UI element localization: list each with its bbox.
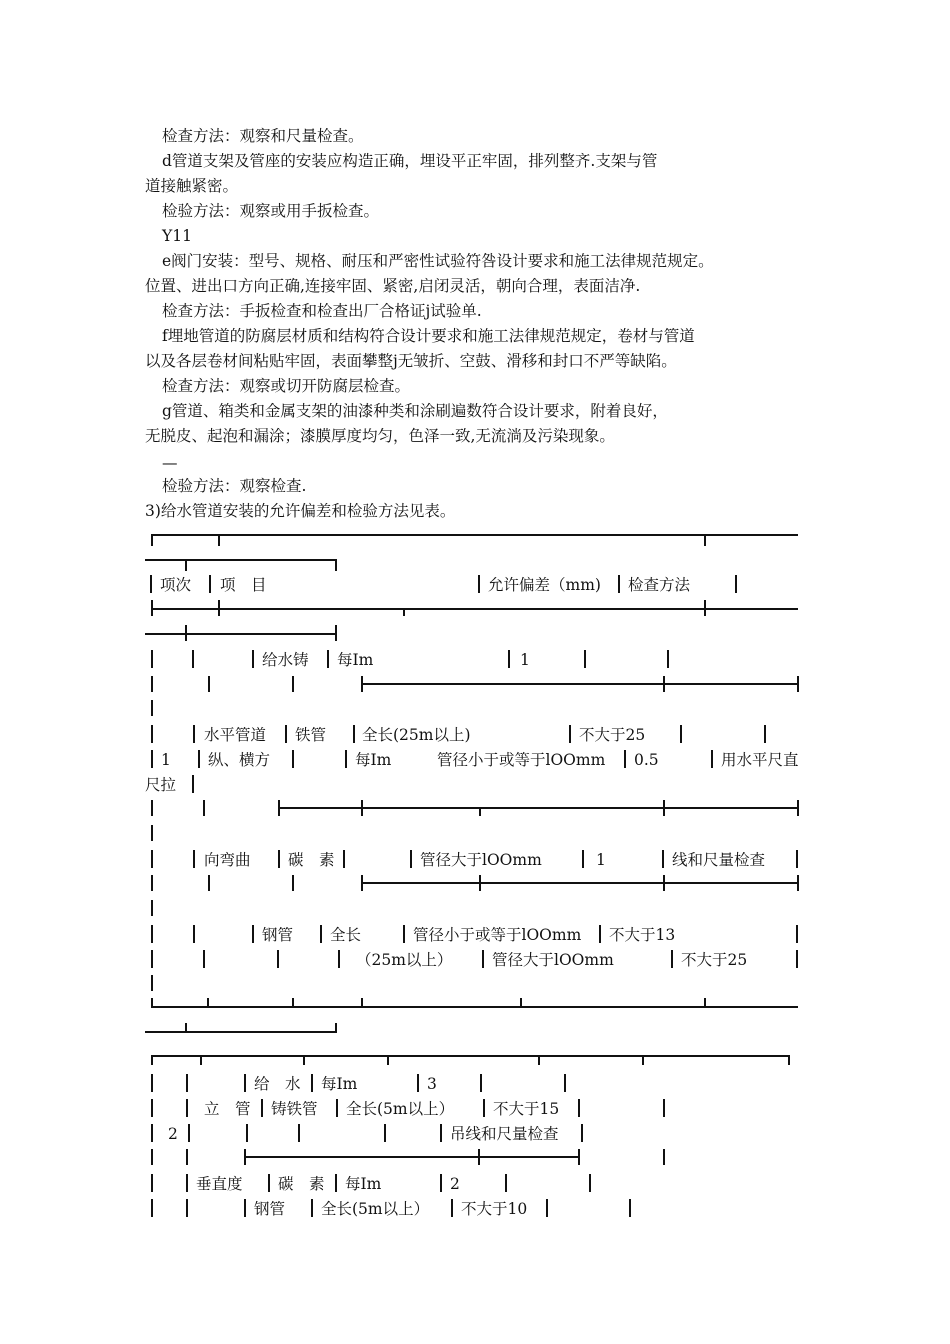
- table-rule: [797, 676, 799, 692]
- table-rule: [151, 700, 153, 716]
- table-cell: 每Im: [355, 751, 392, 769]
- table-rule: [151, 600, 153, 616]
- table-rule: [192, 650, 194, 668]
- table-cell: 每Im: [345, 1175, 382, 1193]
- table-cell: 全长(25m以上): [362, 726, 471, 744]
- table-rule: [581, 1124, 583, 1142]
- table-rule: [268, 1174, 270, 1192]
- table-rule: [151, 650, 153, 668]
- table-cell: 1: [520, 651, 530, 669]
- table-rule: [151, 800, 153, 816]
- table-rule: [704, 534, 706, 546]
- table-rule: [200, 1055, 202, 1065]
- paragraph: 检查方法：手扳检查和检查出厂合格证j试验单.: [162, 302, 482, 320]
- table-rule: [345, 750, 347, 768]
- table-rule: [642, 1055, 644, 1065]
- table-rule: [582, 850, 584, 868]
- table-rule: [384, 1124, 386, 1142]
- table-rule: [151, 900, 153, 916]
- table-rule: [478, 575, 480, 593]
- paragraph: 无脱皮、起泡和漏涂；漆膜厚度均匀，色泽一致,无流淌及污染现象。: [145, 427, 615, 445]
- table-rule: [151, 608, 798, 610]
- paragraph: 3)给水管道安装的允许偏差和检验方法见表。: [145, 502, 456, 520]
- paragraph: f埋地管道的防腐层材质和结构符合设计要求和施工法律规范规定，卷材与管道: [162, 327, 695, 345]
- table-cell: 垂直度: [196, 1175, 243, 1193]
- table-rule: [278, 800, 280, 816]
- table-rule: [796, 925, 798, 943]
- table-rule: [252, 650, 254, 668]
- table-cell: 管径小于或等于lOOmm: [413, 926, 582, 944]
- table-rule: [151, 1099, 153, 1117]
- table-rule: [145, 559, 337, 561]
- table-rule: [208, 676, 210, 692]
- table-rule: [546, 1199, 548, 1217]
- table-rule: [209, 575, 211, 593]
- table-rule: [704, 998, 706, 1007]
- table-rule: [387, 1055, 389, 1065]
- table-rule: [479, 807, 481, 816]
- table-rule: [662, 850, 664, 868]
- table-rule: [667, 650, 669, 668]
- table-rule: [451, 1199, 453, 1217]
- table-cell: 不大于25: [579, 726, 646, 744]
- table-rule: [185, 559, 187, 571]
- table-rule: [361, 875, 363, 891]
- table-rule: [203, 950, 205, 968]
- table-rule: [797, 800, 799, 816]
- table-cell: 3: [427, 1075, 437, 1093]
- table-rule: [569, 725, 571, 743]
- table-cell: 碳 素: [278, 1175, 325, 1193]
- table-rule: [185, 1023, 187, 1032]
- table-rule: [482, 950, 484, 968]
- table-cell: 给 水: [254, 1075, 301, 1093]
- table-rule: [151, 750, 153, 768]
- table-rule: [629, 1199, 631, 1217]
- table-rule: [564, 1074, 566, 1092]
- table-cell: 管径小于或等于lOOmm: [437, 751, 606, 769]
- table-rule: [151, 534, 153, 546]
- table-cell: 不大于13: [609, 926, 676, 944]
- table-cell: 用水平尺直: [721, 751, 799, 769]
- header-method: 检查方法: [628, 576, 691, 594]
- paragraph: 道接触紧密。: [145, 177, 239, 195]
- table-rule: [193, 925, 195, 943]
- table-rule: [244, 1074, 246, 1092]
- table-cell: （25m以上）: [356, 951, 453, 969]
- table-rule: [151, 1055, 153, 1065]
- table-cell: 每Im: [321, 1075, 358, 1093]
- table-rule: [663, 800, 665, 816]
- table-rule: [624, 750, 626, 768]
- table-rule: [479, 875, 481, 891]
- table-cell: 管径大于lOOmm: [492, 951, 614, 969]
- table-rule: [320, 925, 322, 943]
- table-cell: 全长(5m以上）: [321, 1200, 430, 1218]
- table-rule: [193, 725, 195, 743]
- table-rule: [244, 1199, 246, 1217]
- table-rule: [797, 875, 799, 891]
- table-rule: [186, 1199, 188, 1217]
- table-cell: 全长: [330, 926, 362, 944]
- table-cell: 0.5: [634, 751, 659, 769]
- table-cell: 不大于10: [461, 1200, 528, 1218]
- table-rule: [151, 850, 153, 868]
- table-rule: [711, 750, 713, 768]
- table-rule: [410, 850, 412, 868]
- table-rule: [361, 676, 363, 692]
- table-rule: [735, 575, 737, 593]
- table-rule: [218, 600, 220, 616]
- table-cell: 线和尺量检查: [672, 851, 766, 869]
- paragraph: e阀门安装：型号、规格、耐压和严密性试验符咎设计要求和施工法律规范规定。: [162, 252, 714, 270]
- table-cell: 不大于15: [493, 1100, 560, 1118]
- table-rule: [663, 1099, 665, 1117]
- table-cell: 每Im: [337, 651, 374, 669]
- header-tolerance: 允许偏差（mm): [488, 576, 601, 594]
- table-rule: [186, 1074, 188, 1092]
- table-rule: [151, 725, 153, 743]
- table-rule: [483, 1099, 485, 1117]
- table-rule: [285, 725, 287, 743]
- paragraph: 位置、进出口方向正确,连接牢固、紧密,启闭灵活，朝向合理，表面洁净.: [145, 277, 641, 295]
- table-rule: [508, 650, 510, 668]
- table-rule: [796, 950, 798, 968]
- table-rule: [278, 850, 280, 868]
- table-rule: [589, 1174, 591, 1192]
- table-rule: [327, 650, 329, 668]
- table-rule: [145, 633, 337, 635]
- table-rule: [335, 1174, 337, 1192]
- table-rule: [244, 1149, 246, 1165]
- table-rule: [151, 1149, 153, 1165]
- table-rule: [478, 1149, 480, 1165]
- table-cell: 1: [161, 751, 171, 769]
- table-rule: [207, 998, 209, 1007]
- table-rule: [208, 875, 210, 891]
- table-rule: [338, 950, 340, 968]
- table-rule: [335, 559, 337, 571]
- table-rule: [145, 1031, 337, 1033]
- table-cell: 给水铸: [262, 651, 309, 669]
- table-rule: [244, 1156, 580, 1158]
- table-rule: [520, 998, 522, 1007]
- table-cell: 立 管: [204, 1100, 251, 1118]
- table-cell: 吊线和尺量检查: [450, 1125, 559, 1143]
- table-cell: 碳 素: [288, 851, 335, 869]
- table-rule: [663, 1149, 665, 1165]
- table-rule: [480, 1074, 482, 1092]
- table-cell: 钢管: [262, 926, 294, 944]
- table-cell: 水平管道: [204, 726, 267, 744]
- table-rule: [663, 676, 665, 692]
- table-rule: [361, 998, 363, 1007]
- paragraph: 检验方法：观察检查.: [162, 477, 307, 495]
- table-rule: [311, 1199, 313, 1217]
- table-rule: [151, 1055, 790, 1057]
- table-rule: [192, 775, 194, 793]
- table-rule: [311, 1074, 313, 1092]
- table-rule: [671, 950, 673, 968]
- table-rule: [440, 1124, 442, 1142]
- table-cell: 2: [168, 1125, 178, 1143]
- table-rule: [663, 875, 665, 891]
- table-rule: [150, 575, 152, 593]
- table-rule: [292, 998, 294, 1007]
- table-rule: [218, 534, 220, 546]
- paragraph: 以及各层卷材间粘贴牢固，表面攀整j无皱折、空鼓、滑移和封口不严等缺陷。: [145, 352, 677, 370]
- paragraph: 检查方法：观察和尺量检查。: [162, 127, 364, 145]
- table-cell: 不大于25: [681, 951, 748, 969]
- table-cell: 铸铁管: [271, 1100, 318, 1118]
- table-rule: [303, 1055, 305, 1065]
- table-cell: 尺拉: [145, 776, 177, 794]
- table-rule: [336, 1099, 338, 1117]
- table-rule: [151, 676, 153, 692]
- dash-mark: —: [162, 454, 178, 472]
- table-cell: 全长(5m以上）: [346, 1100, 455, 1118]
- table-rule: [151, 1074, 153, 1092]
- table-rule: [361, 882, 798, 884]
- paragraph: g管道、箱类和金属支架的油漆种类和涂刷遍数符合设计要求，附着良好，: [162, 402, 668, 420]
- header-item: 项 目: [220, 576, 267, 594]
- table-rule: [186, 1174, 188, 1192]
- table-rule: [261, 1099, 263, 1117]
- table-rule: [599, 925, 601, 943]
- table-rule: [292, 750, 294, 768]
- table-rule: [203, 800, 205, 816]
- table-rule: [417, 1074, 419, 1092]
- table-rule: [185, 625, 187, 641]
- table-rule: [151, 925, 153, 943]
- paragraph: 检验方法：观察或用手扳检查。: [162, 202, 380, 220]
- table-rule: [764, 725, 766, 743]
- table-rule: [578, 1099, 580, 1117]
- table-rule: [151, 825, 153, 841]
- table-rule: [403, 608, 405, 616]
- table-rule: [403, 925, 405, 943]
- table-rule: [538, 1055, 540, 1065]
- table-rule: [298, 1124, 300, 1142]
- table-rule: [796, 850, 798, 868]
- table-cell: 铁管: [295, 726, 327, 744]
- table-rule: [151, 1124, 153, 1142]
- table-cell: 向弯曲: [204, 851, 251, 869]
- table-rule: [335, 1023, 337, 1032]
- table-rule: [335, 625, 337, 641]
- table-rule: [198, 750, 200, 768]
- table-rule: [704, 600, 706, 616]
- table-rule: [186, 1149, 188, 1165]
- table-cell: 2: [450, 1175, 460, 1193]
- table-rule: [618, 575, 620, 593]
- table-rule: [277, 950, 279, 968]
- table-rule: [151, 975, 153, 991]
- table-rule: [193, 850, 195, 868]
- paragraph: d管道支架及管座的安装应构造正确，埋设平正牢固，排列整齐.支架与管: [162, 152, 658, 170]
- table-rule: [505, 1174, 507, 1192]
- table-rule: [343, 850, 345, 868]
- table-rule: [361, 683, 798, 685]
- table-rule: [278, 807, 798, 809]
- table-rule: [578, 1149, 580, 1165]
- paragraph: Y11: [162, 227, 192, 245]
- table-rule: [680, 725, 682, 743]
- table-rule: [361, 800, 363, 816]
- table-rule: [151, 534, 798, 536]
- table-cell: 纵、横方: [208, 751, 271, 769]
- table-rule: [188, 1124, 190, 1142]
- table-rule: [151, 1199, 153, 1217]
- table-rule: [584, 650, 586, 668]
- table-rule: [151, 875, 153, 891]
- table-cell: 1: [596, 851, 606, 869]
- table-rule: [186, 1099, 188, 1117]
- table-rule: [353, 725, 355, 743]
- table-rule: [246, 1124, 248, 1142]
- table-rule: [440, 1174, 442, 1192]
- table-rule: [151, 950, 153, 968]
- paragraph: 检查方法：观察或切开防腐层检查。: [162, 377, 411, 395]
- table-rule: [788, 1055, 790, 1065]
- table-rule: [292, 676, 294, 692]
- table-cell: 钢管: [254, 1200, 286, 1218]
- header-index: 项次: [160, 576, 192, 594]
- table-rule: [252, 925, 254, 943]
- table-rule: [151, 1006, 798, 1008]
- table-rule: [292, 875, 294, 891]
- table-rule: [151, 1174, 153, 1192]
- table-cell: 管径大于lOOmm: [420, 851, 542, 869]
